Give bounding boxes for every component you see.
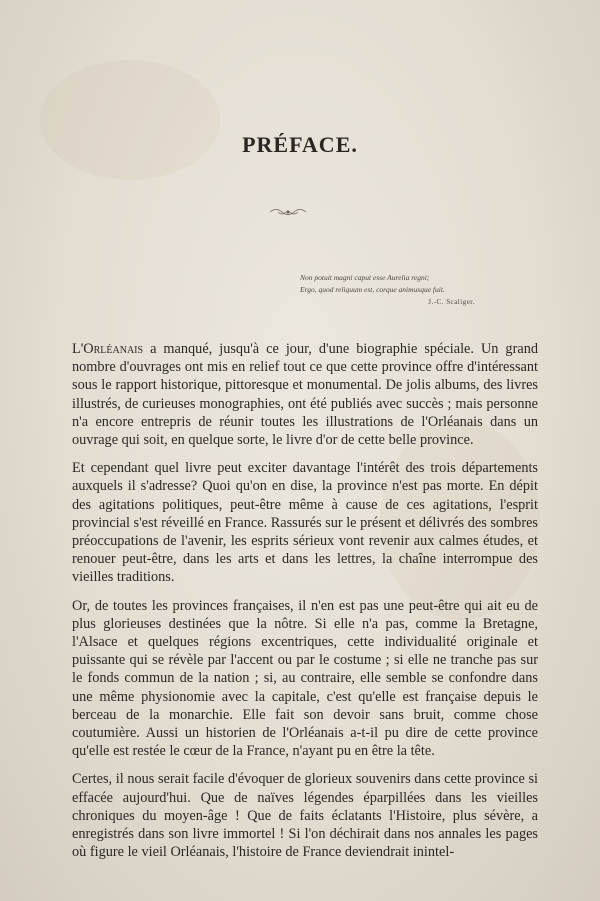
paragraph [72, 597, 538, 761]
epigraph-line: Non potuit magni caput esse Aurelia regni; [300, 273, 430, 282]
preface-body [72, 340, 538, 871]
paragraph-text: a manqué, jusqu'à ce jour, d'une biographie spéciale. Un grand nombre d'ouvrages ont mis en relief tout ce que cette province offre d'intéressant sous le rapport historique, pittoresque et monumental. De jolis albums, des livres illustrés, de curieuses monographies, ont été publiés avec succès ; mais personne n'a encore entrepris de réunir toutes les illustrations de l'Orléanais dans un ouvrage qui soit, en quelque sorte, le livre d'or de cette belle province. [72, 341, 538, 449]
paragraph [72, 340, 538, 449]
paper-stain [40, 60, 220, 180]
paragraph-lead: L'Orléanais [72, 341, 144, 357]
paragraph-text: Et cependant quel livre peut exciter davantage l'intérêt des trois départements auxquels il s'adresse? Quoi qu'on en dise, la province n'est pas morte. En dépit des agitations politiques, peut-être même à cause de ces agitations, l'esprit provincial s'est réveillé en France. Rassurés sur le présent et délivrés des sombres préoccupations de l'avenir, les esprits sérieux vont revenir aux calmes études, et renouer peut-être, dans les arts et dans les lettres, la chaîne interrompue des vieilles traditions. [72, 460, 538, 586]
paragraph [72, 770, 538, 861]
paragraph-text: Or, de toutes les provinces françaises, il n'en est pas une peut-être qui ait eu de plus glorieuses destinées que la nôtre. Si elle n'a pas, comme la Bretagne, l'Alsace et quelques régions excentriques, cette individualité originale et puissante qui se révèle par l'accent ou par le costume ; si elle ne tranche pas sur le fonds commun de la nation ; si, au contraire, elle semble se confondre dans une même physionomie avec la capitale, c'est qu'elle est française depuis le berceau de la monarchie. Elle fait son devoir sans bruit, comme chose coutumière. Aussi un historien de l'Orléanais a-t-il pu dire de cette province qu'elle est restée le cœur de la France, n'ayant pu en être la tête. [72, 597, 538, 760]
paragraph [72, 459, 538, 586]
epigraph-line: Ergo, quod reliquum est, corque animusque fuit. [300, 285, 445, 294]
paragraph-text: Certes, il nous serait facile d'évoquer de glorieux souvenirs dans cette province si effacée aujourd'hui. Que de naïves légendes éparpillées dans les vieilles chroniques du moyen-âge ! Que de faits éclatants l'Histoire, plus sévère, a enregistrés dans son livre immortel ! Si l'on déchirait dans nos annales les pages où figure le vieil Orléanais, l'histoire de France deviendrait inintel- [72, 771, 538, 861]
epigraph-attribution: J.-C. Scaliger. [428, 298, 475, 306]
ornament-icon [268, 206, 308, 218]
epigraph [300, 272, 500, 308]
page-title: PRÉFACE. [242, 132, 358, 157]
